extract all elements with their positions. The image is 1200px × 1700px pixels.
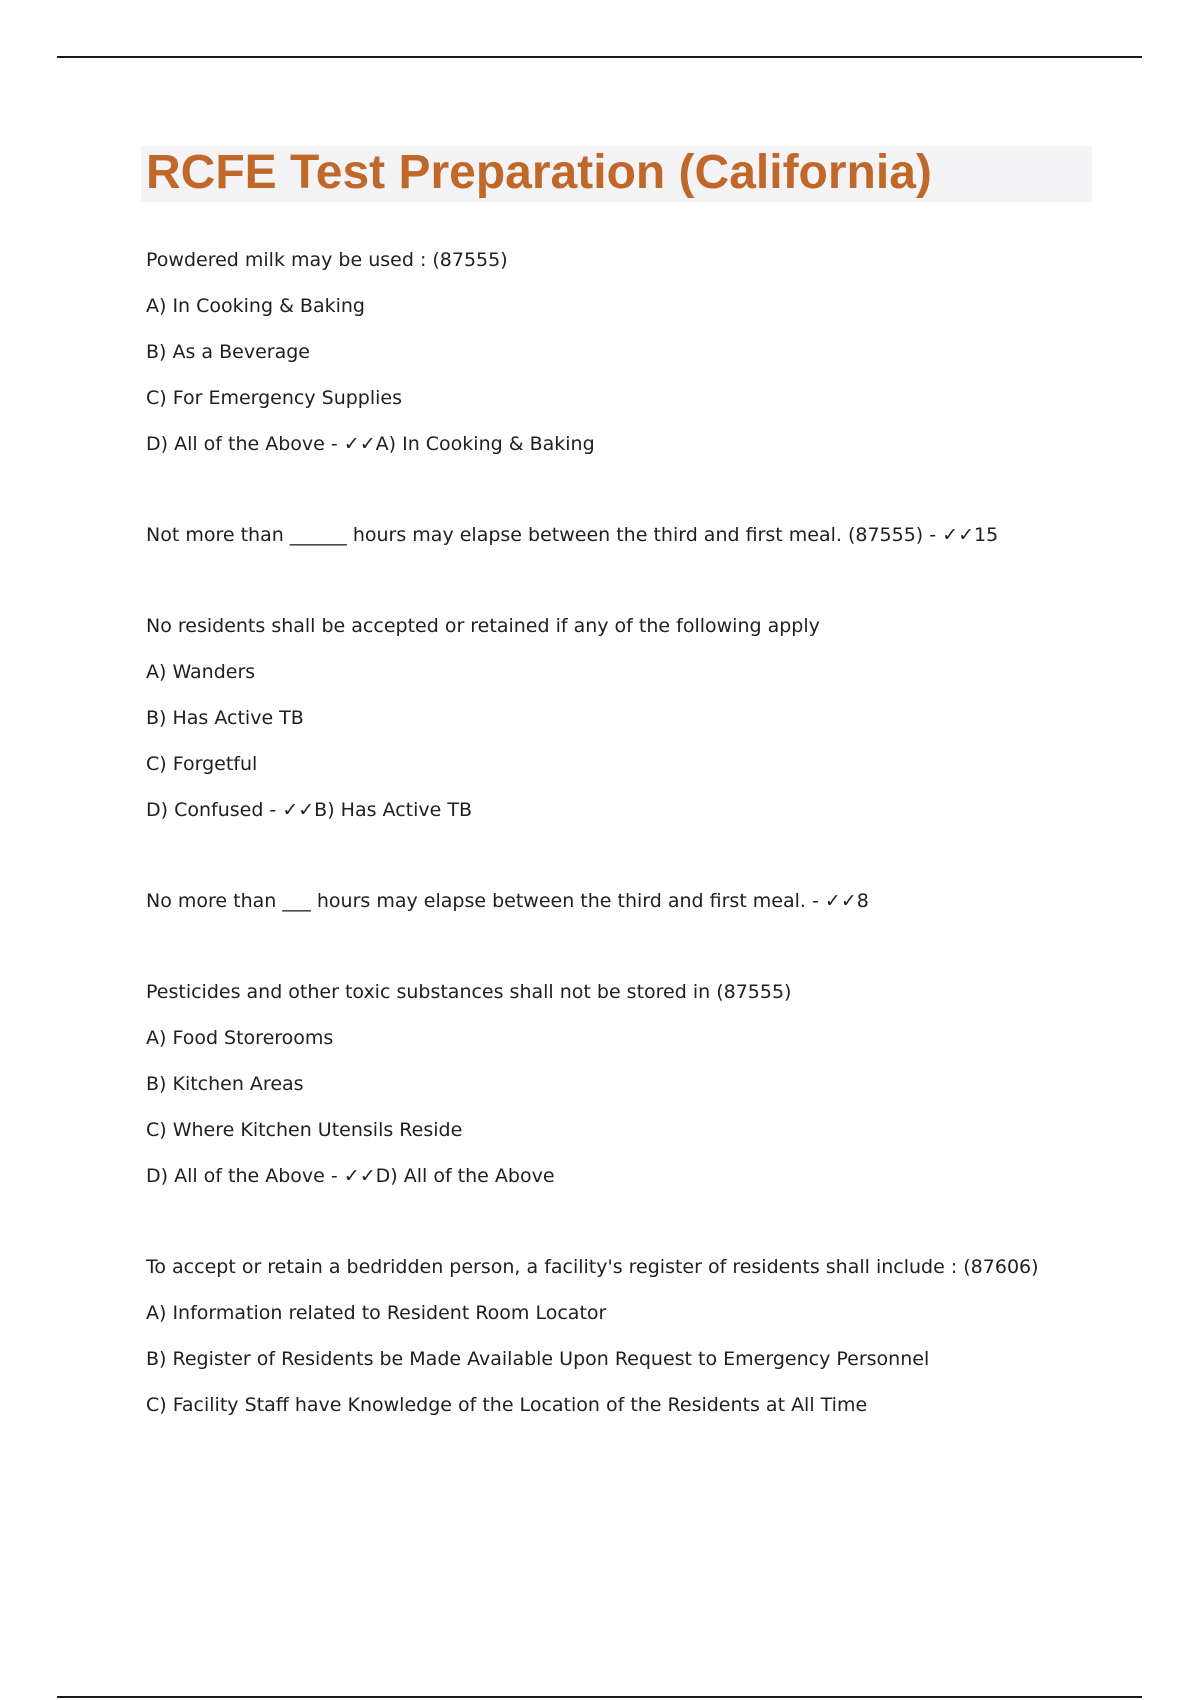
answer-option: C) Facility Staff have Knowledge of the Location of the Residents at All Time [146,1394,868,1416]
answer-option: B) As a Beverage [146,341,310,363]
answer-option: C) Where Kitchen Utensils Reside [146,1119,463,1141]
answer-option: C) Forgetful [146,753,258,775]
question-text: To accept or retain a bedridden person, a facility's register of residents shall include : (87606) [146,1256,1039,1278]
answer-option: A) In Cooking & Baking [146,295,365,317]
answer-option: A) Wanders [146,661,256,683]
question-block [146,244,1106,460]
answer-option: C) For Emergency Supplies [146,387,403,409]
question-block [146,610,1106,826]
question-block [146,976,1106,1192]
question-list [146,244,1106,1480]
question-block [146,885,1106,917]
question-text-with-key: Not more than ______ hours may elapse between the third and first meal. (87555) - ✓✓15 [146,524,999,546]
answer-option: B) Kitchen Areas [146,1073,304,1095]
answer-option-with-key: D) All of the Above - ✓✓D) All of the Above [146,1165,555,1187]
header-divider [57,56,1142,58]
answer-option: A) Information related to Resident Room Locator [146,1302,607,1324]
answer-option: A) Food Storerooms [146,1027,334,1049]
question-block [146,1251,1106,1421]
question-text-with-key: No more than ___ hours may elapse between the third and first meal. - ✓✓8 [146,890,869,912]
answer-option-with-key: D) Confused - ✓✓B) Has Active TB [146,799,472,821]
document-title: RCFE Test Preparation (California) [146,146,932,199]
question-text: Powdered milk may be used : (87555) [146,249,508,271]
answer-option: B) Register of Residents be Made Available Upon Request to Emergency Personnel [146,1348,930,1370]
question-block [146,519,1106,551]
question-text: Pesticides and other toxic substances shall not be stored in (87555) [146,981,792,1003]
answer-option-with-key: D) All of the Above - ✓✓A) In Cooking & Baking [146,433,595,455]
question-text: No residents shall be accepted or retained if any of the following apply [146,615,820,637]
answer-option: B) Has Active TB [146,707,304,729]
footer-divider [57,1696,1142,1698]
